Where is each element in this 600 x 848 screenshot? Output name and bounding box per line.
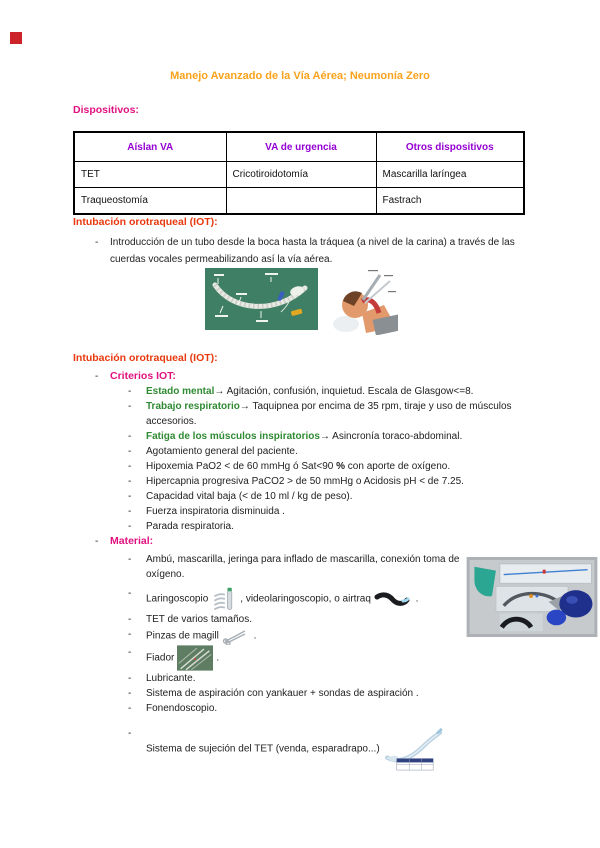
table-row: [74, 162, 524, 188]
material-item-aspiracion: [0, 686, 600, 701]
stylet-image: [177, 645, 213, 671]
criterio-item: [0, 399, 600, 429]
list-dash: -: [128, 461, 132, 472]
list-dash: -: [128, 446, 132, 457]
endotracheal-tube-photo: [205, 268, 318, 330]
criterio-text: → Taquipnea por encima de 35 rpm, tiraje y uso de músculos accesorios.: [146, 401, 512, 427]
table-cell: Mascarilla laríngea: [376, 162, 524, 188]
material-item-fiador: [0, 645, 600, 671]
table-cell: Traqueostomía: [74, 188, 226, 215]
material-text: Laringoscopio: [146, 593, 209, 605]
material-text: Pinzas de magill: [146, 630, 219, 642]
material-item-sujecion: [0, 726, 600, 772]
list-dash: -: [128, 521, 132, 532]
criterio-item: [0, 429, 600, 444]
criterio-term: Estado mental: [146, 386, 215, 397]
criterio-text: Hipercapnia progresiva PaCO2 > de 50 mmHg o Acidosis pH < de 7.25.: [146, 476, 464, 487]
list-dash: -: [128, 688, 132, 699]
criterios-label: Criterios IOT:: [110, 370, 176, 382]
material-label: Material:: [110, 535, 154, 547]
list-dash: -: [128, 629, 132, 640]
criterio-text: Agotamiento general del paciente.: [146, 446, 298, 457]
list-dash: -: [128, 673, 132, 684]
criterio-text: Capacidad vital baja (< de 10 ml / kg de peso).: [146, 491, 353, 502]
table-header-aislan-va: Aíslan VA: [74, 132, 226, 162]
criterio-item: [0, 444, 600, 459]
material-text: Sistema de aspiración con yankauer + sondas de aspiración .: [146, 688, 419, 699]
criterio-text: → Agitación, confusión, inquietud. Escala de Glasgow<=8.: [214, 386, 474, 397]
list-dash: -: [128, 588, 132, 599]
material-text: TET de varios tamaños.: [146, 614, 252, 625]
table-header-row: [74, 132, 524, 162]
iot-definition-bullet: [95, 234, 540, 268]
material-label-row: [0, 534, 600, 549]
material-text: .: [250, 630, 257, 642]
table-header-otros: Otros dispositivos: [376, 132, 524, 162]
tet-fixation-image: [383, 726, 445, 772]
list-dash: -: [128, 703, 132, 714]
material-text: Sistema de sujeción del TET (venda, esparadrapo...): [146, 743, 380, 755]
list-dash: -: [128, 476, 132, 487]
material-text: Fiador: [146, 652, 175, 664]
iot-definition-heading: Intubación orotraqueal (IOT):: [73, 216, 218, 228]
dispositivos-table: [73, 131, 525, 215]
list-dash: -: [128, 401, 132, 412]
criterio-item: [0, 504, 600, 519]
criterio-item: [0, 519, 600, 534]
material-text: , videolaringoscopio, o airtraq: [240, 593, 371, 605]
criterio-term: Fatiga de los músculos inspiratorios: [146, 431, 320, 442]
table-cell: TET: [74, 162, 226, 188]
iot-criteria-heading: Intubación orotraqueal (IOT):: [73, 352, 218, 364]
table-cell: Cricotiroidotomía: [226, 162, 376, 188]
magill-forceps-image: [222, 627, 248, 645]
criterio-bold-text: %: [336, 461, 346, 472]
list-dash: -: [128, 614, 132, 625]
criterio-item: [0, 489, 600, 504]
material-text: .: [412, 593, 419, 605]
criterio-item: [0, 384, 600, 399]
list-dash: -: [128, 647, 132, 658]
criterio-term: Trabajo respiratorio: [146, 401, 240, 412]
material-item-lubricante: [0, 671, 600, 686]
list-dash: -: [95, 371, 99, 382]
criterio-text: Hipoxemia PaO2 < de 60 mmHg ó Sat<90: [146, 461, 337, 472]
criterio-item: [0, 459, 600, 474]
list-dash: -: [128, 554, 132, 565]
page-title: Manejo Avanzado de la Vía Aérea; Neumonía Zero: [170, 70, 430, 82]
criterio-text: Fuerza inspiratoria disminuida .: [146, 506, 285, 517]
list-dash: -: [95, 237, 99, 248]
material-text: Fonendoscopio.: [146, 703, 218, 714]
list-dash: -: [95, 536, 99, 547]
table-header-va-urgencia: VA de urgencia: [226, 132, 376, 162]
table-cell: [226, 188, 376, 215]
table-cell: Fastrach: [376, 188, 524, 215]
list-dash: -: [128, 386, 132, 397]
list-dash: -: [128, 728, 132, 739]
brand-red-square-logo: [10, 32, 22, 44]
criterio-item: [0, 474, 600, 489]
criterio-text: Parada respiratoria.: [146, 521, 234, 532]
intubation-illustration: [332, 267, 398, 335]
criterio-text: → Asincronía toraco-abdominal.: [319, 431, 463, 442]
material-text: Ambú, mascarilla, jeringa para inflado de mascarilla, conexión toma de oxígeno.: [146, 554, 460, 580]
list-dash: -: [128, 506, 132, 517]
material-text: Lubricante.: [146, 673, 196, 684]
material-text: .: [216, 652, 220, 664]
equipment-tray-photo: [465, 557, 599, 637]
list-dash: -: [128, 491, 132, 502]
dispositivos-heading: Dispositivos:: [73, 104, 139, 116]
list-dash: -: [128, 431, 132, 442]
iot-definition-text: Introducción de un tubo desde la boca hasta la tráquea (a nivel de la carina) a través de las cuerdas vocales permeabilizando así la vía aérea.: [110, 237, 515, 265]
laryngoscope-image: [211, 586, 237, 612]
criterios-label-row: [0, 369, 600, 384]
criterio-text: con aporte de oxígeno.: [345, 461, 451, 472]
material-item-fonendoscopio: [0, 701, 600, 716]
table-row: [74, 188, 524, 215]
airtraq-image: [374, 591, 410, 607]
